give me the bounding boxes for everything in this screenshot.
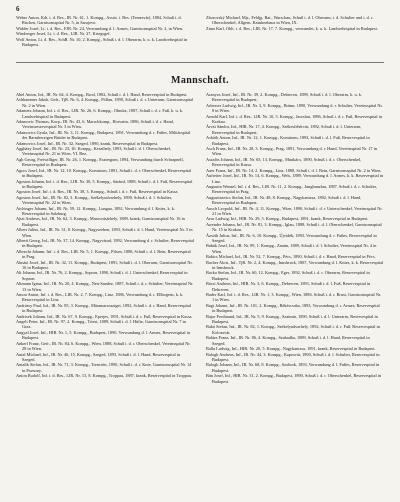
list-item: Backa Stefan, Inf., IR. Nr. 60, 12. Kompg., Eger, 1892, Schuß i. d. r. Oberarm, Reservespital in Budapest. [206,270,370,281]
top-right-column [206,15,384,59]
list-item: Albert Julius, Inf., IR. Nr. 31, 8. Kompg., Nagyszeben, 1893, Schuß i. d. l. Hand, Vereinsspital Nr. 5 in Wien. [16,227,193,238]
top-section [16,15,384,59]
list-item: Bakó Stefan, Inf., IR. Nr. 82, 1. Kompg., Székelyudvarhely, 1892, Schuß i. d. r. Fuß, Reservespital in Kolozsvár. [206,324,380,335]
list-item: Altmann Ignaz, Inf., IR. Nr. 20, 4. Kompg., Neu-Sandez, 1887, Schuß i. d. r. Schulter, Vereinsspital Nr. 13 in Wien. [16,281,194,292]
list-item: Asböth Anton, Inf., IR. Nr. 12, 1. Kompg., Komárom, 1893, Schuß i. d. l. Fuß, Reservespital in Budapest. [206,135,370,146]
list-item: Balogh Johann, Inf., IR. Nr. 68, 8. Kompg., Szolnok, 1893, Verwundung d. l. Fußes, Reservespital in Budapest. [206,362,380,373]
list-item: Bajor Ferdinand, Inf., IR. Nr. 5, 9. Kompg., Szatmár, 1890, Schuß i. d. l. Unterarm, Reservespital in Budapest. [206,313,378,325]
list-item: Awender Johann, Inf., IR. Nr. 81, 3. Kompg., Iglau, 1888, Schuß i. d. l. Oberschenkel, Garnisonsspital Nr. 15 in Krakau. [206,221,382,233]
list-item: Aufreiter Josef, Inf., IR. Nr. 14, 6. Kompg., Wels, 1889, Verwundung d. l. Armes, k. k. Reservespital in Linz. [206,173,384,184]
list-item: Alberti Georg, Inf., IR. Nr. 37, 14. Kompg., Nagyvárad, 1892, Verwundung d. r. Schulter, Reservespital in Budapest. [16,237,194,249]
list-item: Balla Ludwig, Inf., HIR. Nr. 20, 5. Kompg., Nagykanizsa, 1891, krank, Reservespital in Budapest. [206,346,376,352]
list-item: Bagi Johann, Inf., IR. Nr. 101, 2. Kompg., Békéscsaba, 1893, Verwundung d. r. Armes, Reservespital in Budapest. [206,302,380,314]
list-item: Zima Karl, Oblt. i. d. Res., LIR. Nr. 17, 7. Kompg., verwundet, k. u. k. Landwehrspital in Budapest. [206,25,378,31]
list-item: Agoston Josef, Inf., IR. Nr. 82, 3. Kompg., Székelyudvarhely, 1890, Schuß i. d. l. Schulter, Vereinsspital Nr. 22 in Wien. [16,194,173,206]
list-item: Balogh Andreas, Inf., IR. Nr. 44, 3. Kompg., Kaposvár, 1890, Schuß i. d. l. Schulter, Reservespital in Budapest. [206,351,380,362]
list-item: Weber Anton, Kdt. i. d. Res., IR. Nr. 61, 1. Kompg., Assist. i. Res. (Temesvár), 1884, Schuß i. d. Rücken, Garnisonsspital Nr. 5, in Sarajevo. [16,15,182,26]
list-item: Achhammer Jakob, Gefr., TjR. Nr. 6, 4. Kompg., Pöllau, 1890, Schuß i. d. r. Unterarm, Garnisonsspital Nr. 2 in Wien. [16,97,194,108]
list-item: Ázsóth Julius, Inf., IR. Nr. 6, 10. Kompg., Újvidék, 1893, Verwundung d. r. Fußes, Reservespital in Szeged. [206,232,377,243]
list-item: Aichinger Johann, Inf., IR. Nr. 59, 12. Kompg., Lungau, 1892, Verwundung d. l. Knies, k. k. Reservespital in Salzburg. [16,205,176,216]
list-item: Arbesser Ludwig, Inf., IR. Nr. 3, 9. Kompg., Brünn, 1890, Verwundung d. r. Schulter, Vereinsspital Nr. 8 in Wien. [206,102,383,114]
list-item: Amon Anton, Inf. i. d. Res., LIR. Nr. 2, 7. Kompg., Linz, 1886, Verwundung d. r. Ellbogens, k. k. Reservespital in Linz. [16,292,184,303]
list-item: Bader Karl, Inf. i. d. Res., LIR. Nr. 1, 3. Kompg., Wien, 1886, Schuß i. d. r. Brust, Garnisonsspital Nr. 1 in Wien. [206,292,382,303]
list-item: Babics Michael, Inf., IR. Nr. 52, 7. Kompg., Pécs, 1890, Schuß i. d. r. Hand, Reservespital in Pécs. [206,254,376,260]
top-left-column [16,15,194,59]
list-item: Agh Georg, Freiwilliger, IR. Nr. 26, 1. Kompg., Esztergom, 1894, Verwundung durch Schrapnell, Reservespital in Budapest. [16,156,184,168]
list-item: Wolf Anton, Lt. d. Res., SchR. Nr. 10, 2. Kompg., Schuß i. d. l. Oberarm, k. u. k. Landwehrspital in Budapest. [16,36,188,48]
left-column [16,92,194,497]
list-item: Albrecht Johann, Inf. i. d. Res., LIR. Nr. 5, 1. Kompg., Pilsen, 1888, Schuß i. d. l. Bein, Reservespital in Prag. [16,248,191,260]
list-item: Agoston Josef, Inf. i. d. Res., IR. Nr. 38, 3. Kompg., Schuß i. d. r. Fuß, Reservespital in Kassa. [16,189,179,195]
list-item: Zborovský Michael, Mjr., Feldjg. Bat., Warschau, Schuß i. d. l. Oberarm, i. d. Schulter und i. d. r. Oberschenkel, Allgem. Krankenhaus in Wien, IX. [206,15,374,26]
list-item: Bacher Alois, Inf., TjR. Nr. 2, 4. Kompg., Innsbruck, 1887, Verwundung d. l. Knies, k. k. Reservespital in Innsbruck. [206,259,384,270]
list-item: Adamovics Gyula, Inf., IR. Nr. 3, 11. Kompg., Budapest, 1891, Verwundung d. r. Fußes, Militärspital der Barmherzigen Brüder in Budapest. [16,129,191,141]
list-item: Bácsi Andreas, Inf., HIR. Nr. 3, 6. Kompg., Debrecen, 1891, Schuß i. d. l. Fuß, Reservespital in Debrecen. [206,281,371,292]
list-item: Asch Franz, Inf., IR. Nr. 28, 3. Kompg., Prag, 1891, Verwundung d. r. Hand, Vereinsspital Nr. 17 in Wien. [206,146,377,157]
list-item: Adamovic Thomas, Korp., IR. Nr. 43, 6. Marschkomp., Horvatin, 1886, Schuß i. d. r. Hand, Vereinsreservespital Nr. 3 in Wien. [16,119,174,130]
list-item: Aranyos Josef, Inf., IR. Nr. 39, 2. Kompg., Debrecen, 1889, Schuß i. d. l. Oberarm, k. u. k. Reservespital in Budapest. [206,92,362,103]
list-item: Andrássy Paul, Inf., IR. Nr. 85, 3. Kompg., Máramarossziget, 1892, Schuß i. d. r. Hand, Reservespital in Budapest. [16,302,191,314]
list-item: Aggházy Josef, Inf., IR. Nr. 23, 10. Kompg., Keszthely, 1893, Schuß i. d. l. Oberschenkel, Vereinsspital Nr. 21 in Wien, VI. Bez. [16,146,171,157]
list-item: Adametz Johann, Inf. i. d. Res., LIR. Nr. 26, 6. Kompg., Olmütz, 1887, Schuß i. d. r. Fuß, k. u. k. Landwehrspital in Budapest. [16,108,183,119]
list-item: Antalik Stefan, Inf., IR. Nr. 71, 3. Kompg., Trencsén, 1890, Schuß i. d. r. Knie, Garnisonsspital Nr. 14 in Pozsony. [16,362,192,373]
list-item: Augustin Wenzel, Inf. i. d. Res., LIR. Nr. 11, 2. Kompg., Jungbunzlau, 1887, Schuß i. d. r. Schulter, Reservespital in Prag. [206,183,377,195]
page-number: 6 [16,5,20,13]
list-item: Avar Ludwig, Inf., HIR. Nr. 29, 5. Kompg., Budapest, 1891, krank, Reservespital in Budapest. [206,216,369,222]
right-column [206,92,384,497]
list-item: Anton Rudolf, Inf. i. d. Res., LIR. Nr. 13, 8. Kompg., Troppau, 1887, krank, Reservespital in Troppau. [16,373,192,379]
list-item: Bán Josef, Inf., HIR. Nr. 31, 2. Kompg., Budapest, 1890, Schuß i. d. r. Oberschenkel, Reservespital in Budapest. [206,373,382,384]
list-item: Babák Josef, Inf., IR. Nr. 99, 1. Kompg., Znaim, 1889, Schuß i. d. l. Schulter, Vereinsspital Nr. 4 in Wien. [206,243,377,254]
list-item: Almási Josef, Inf., IR. Nr. 32, 11. Kompg., Budapest, 1891, Schuß i. d. l. Oberarm, Garnisonsspital Nr. 16 in Budapest. [16,259,193,270]
list-item: Balázs Franz, Inf., IR. Nr. 86, 4. Kompg., Szabadka, 1889, Schuß i. d. l. Hand, Reservespital in Szeged. [206,335,370,346]
list-item: Ajtai Andreas, Inf., IR. Nr. 62, 3. Kompg., Marosvásárhely, 1889, krank, Garnisonsspital Nr. 16 in Budapest. [16,216,185,227]
list-item: Antal Michael, Inf., IR. Nr. 46, 15. Kompg., Szeged, 1893, Schuß i. d. l. Hand, Reservespital in Szeged. [16,351,181,362]
list-item: Alt Johann, Inf., IR. Nr. 76, 2. Kompg., Sopron, 1890, Schuß i. d. l. Unterschenkel, Reservespital in Sopron. [16,270,188,281]
list-item: Árvai Sándor, Inf., HIR. Nr. 17, 4. Kompg., Székesfehérvár, 1892, Schuß i. d. l. Unterarm, Reservespital in Budapest. [206,124,362,135]
list-item: Arnold Karl, Inf. i. d. Res., LIR. Nr. 10, 5. Kompg., Jaroslau, 1886, Schuß i. d. r. Fuß, Reservespital in Krakau. [206,113,383,125]
list-item: Agocs Josef, Inf., IR. Nr. 12, 10. Kompg., Komárom, 1891, Schuß i. d. r. Oberschenkel, Reservespital in Budapest. [16,167,192,179]
list-item: Angyal Josef, Inf., HIR. Nr. 1, 5. Kompg., Budapest, 1890, Verwundung d. l. Armes, Reservespital in Budapest. [16,329,191,341]
list-item: Agoston Johann, Inf. i. d. Res., LIR. Nr. 30, 5. Kompg., Sáránd, 1888, Schuß i. d. l. Fuß, Reservespital in Budapest. [16,178,193,189]
list-item: Adamovics Josef, Inf., IR. Nr. 32, Szeged, 1890, krank, Reservespital in Budapest. [16,140,159,146]
list-item: Auer Franz, Inf., IR. Nr. 14, 2. Kompg., Linz, 1888, Schuß i. d. l. Bein, Garnisonsspital Nr. 2 in Wien. [206,167,382,173]
list-item: Augustinovics Stefan, Inf., IR. Nr. 48, 8. Kompg., Nagykanizsa, 1892, Schuß i. d. l. Hand, Reservespital in Budapest. [206,194,362,206]
section-divider [16,62,384,63]
list-item: Andrisek Johann, Inf., IR. Nr. 67, 9. Kompg., Eperjes, 1891, Schuß i. d. r. Fuß, Reservespital in Kassa. [16,313,193,319]
list-item: Widder Josef, Lt. i. d. Res., FJB. Nr. 24, Verwundung d. l. Armes, Garnisonsspital Nr. 2, in Wien. [16,25,184,31]
list-item: Abel Anton, Inf., IR. Nr. 64, 4. Kompg., Brod, 1882, Schuß i. d. l. Hand, Reservespital in Budapest. [16,92,188,97]
list-item: Ausch Leopold, Inf., IR. Nr. 4, 11. Kompg., Wien, 1890, Schuß i. d. r. Unterschenkel, Vereinsspital Nr. 21 in Wien. [206,205,383,216]
main-section [16,92,384,497]
list-item: Angeli Peter, Inf., IR. Nr. 97, 2. Kompg., Triest, 1889, Schuß i. d. l. Hüfte, Garnisonsspital Nr. 7 in Graz. [16,319,186,330]
list-item: Ankerl Franz, Gefr., IR. Nr. 84, 6. Kompg., Wien, 1888, Schuß i. d. r. Oberschenkel, Vereinsspital Nr. 28 in Wien. [16,340,191,352]
list-item: Wimberger Josef, Lt. i. d. Res., LIR. Nr. 27, Kriegsgef. [16,31,111,37]
section-heading: Mannschaft. [170,75,229,86]
list-item: Aszalós Johann, Inf., IR. Nr. 65, 13. Kompg., Munkács, 1890, Schuß i. d. r. Oberschenkel, Reservespital in Kassa. [206,156,362,168]
